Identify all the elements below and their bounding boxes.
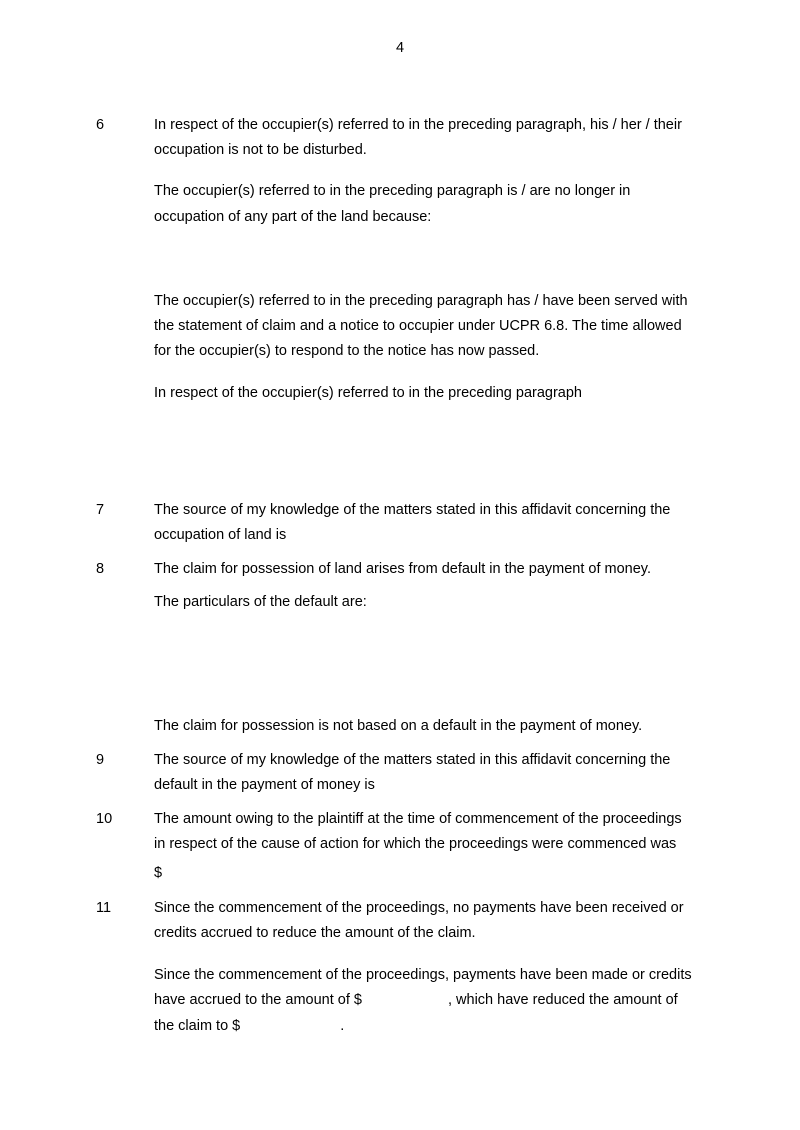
paragraph-10-line-1: The amount owing to the plaintiff at the time of commencement of the proceedings xyxy=(154,811,682,827)
paragraph-number-9: 9 xyxy=(96,752,105,768)
paragraph-6-option-1-line-2: occupation of any part of the land because: xyxy=(154,209,432,225)
paragraph-number-7: 7 xyxy=(96,502,105,518)
paragraph-6-option-1-line-1: The occupier(s) referred to in the preceding paragraph is / are no longer in xyxy=(154,183,631,199)
paragraph-number-11: 11 xyxy=(96,900,112,916)
paragraph-6-option-2-line-1: The occupier(s) referred to in the preceding paragraph has / have been served with xyxy=(154,293,688,309)
paragraph-11-option-line-1: Since the commencement of the proceedings, payments have been made or credits xyxy=(154,967,692,983)
paragraph-8-line-1: The claim for possession of land arises from default in the payment of money. xyxy=(154,561,652,577)
paragraph-6-option-2-line-2: the statement of claim and a notice to occupier under UCPR 6.8. The time allowed xyxy=(154,318,682,334)
paragraph-11-option-line-3 xyxy=(154,1014,714,1040)
reduced-claim-suffix: . xyxy=(340,1018,345,1034)
paragraph-7-line-1: The source of my knowledge of the matters stated in this affidavit concerning the xyxy=(154,502,671,518)
paragraph-11-option-line-2 xyxy=(154,988,714,1014)
paragraph-number-10: 10 xyxy=(96,811,113,827)
paragraph-6-line-1: In respect of the occupier(s) referred to in the preceding paragraph, his / her / their xyxy=(154,117,682,133)
paragraph-10-line-2: in respect of the cause of action for which the proceedings were commenced was xyxy=(154,836,677,852)
paragraph-6-line-2: occupation is not to be disturbed. xyxy=(154,142,367,158)
paragraph-number-8: 8 xyxy=(96,561,105,577)
reduced-claim-prefix: the claim to $ xyxy=(154,1018,241,1034)
paragraph-9-line-2: default in the payment of money is xyxy=(154,777,375,793)
paragraph-9-line-1: The source of my knowledge of the matters stated in this affidavit concerning the xyxy=(154,752,671,768)
credits-amount-prefix: have accrued to the amount of $ xyxy=(154,992,362,1008)
paragraph-8-line-2: The particulars of the default are: xyxy=(154,594,367,610)
paragraph-11-line-1: Since the commencement of the proceedings, no payments have been received or xyxy=(154,900,684,916)
paragraph-6-option-3-line-1: In respect of the occupier(s) referred to in the preceding paragraph xyxy=(154,385,582,401)
paragraph-10-line-3: $ xyxy=(154,865,163,881)
paragraph-7-line-2: occupation of land is xyxy=(154,527,287,543)
paragraph-6-option-2-line-3: for the occupier(s) to respond to the notice has now passed. xyxy=(154,343,540,359)
credits-amount-suffix: , which have reduced the amount of xyxy=(447,992,678,1008)
page-number: 4 xyxy=(395,40,405,56)
paragraph-11-line-2: credits accrued to reduce the amount of the claim. xyxy=(154,925,476,941)
paragraph-8-option-line-1: The claim for possession is not based on a default in the payment of money. xyxy=(154,718,643,734)
paragraph-number-6: 6 xyxy=(96,117,105,133)
